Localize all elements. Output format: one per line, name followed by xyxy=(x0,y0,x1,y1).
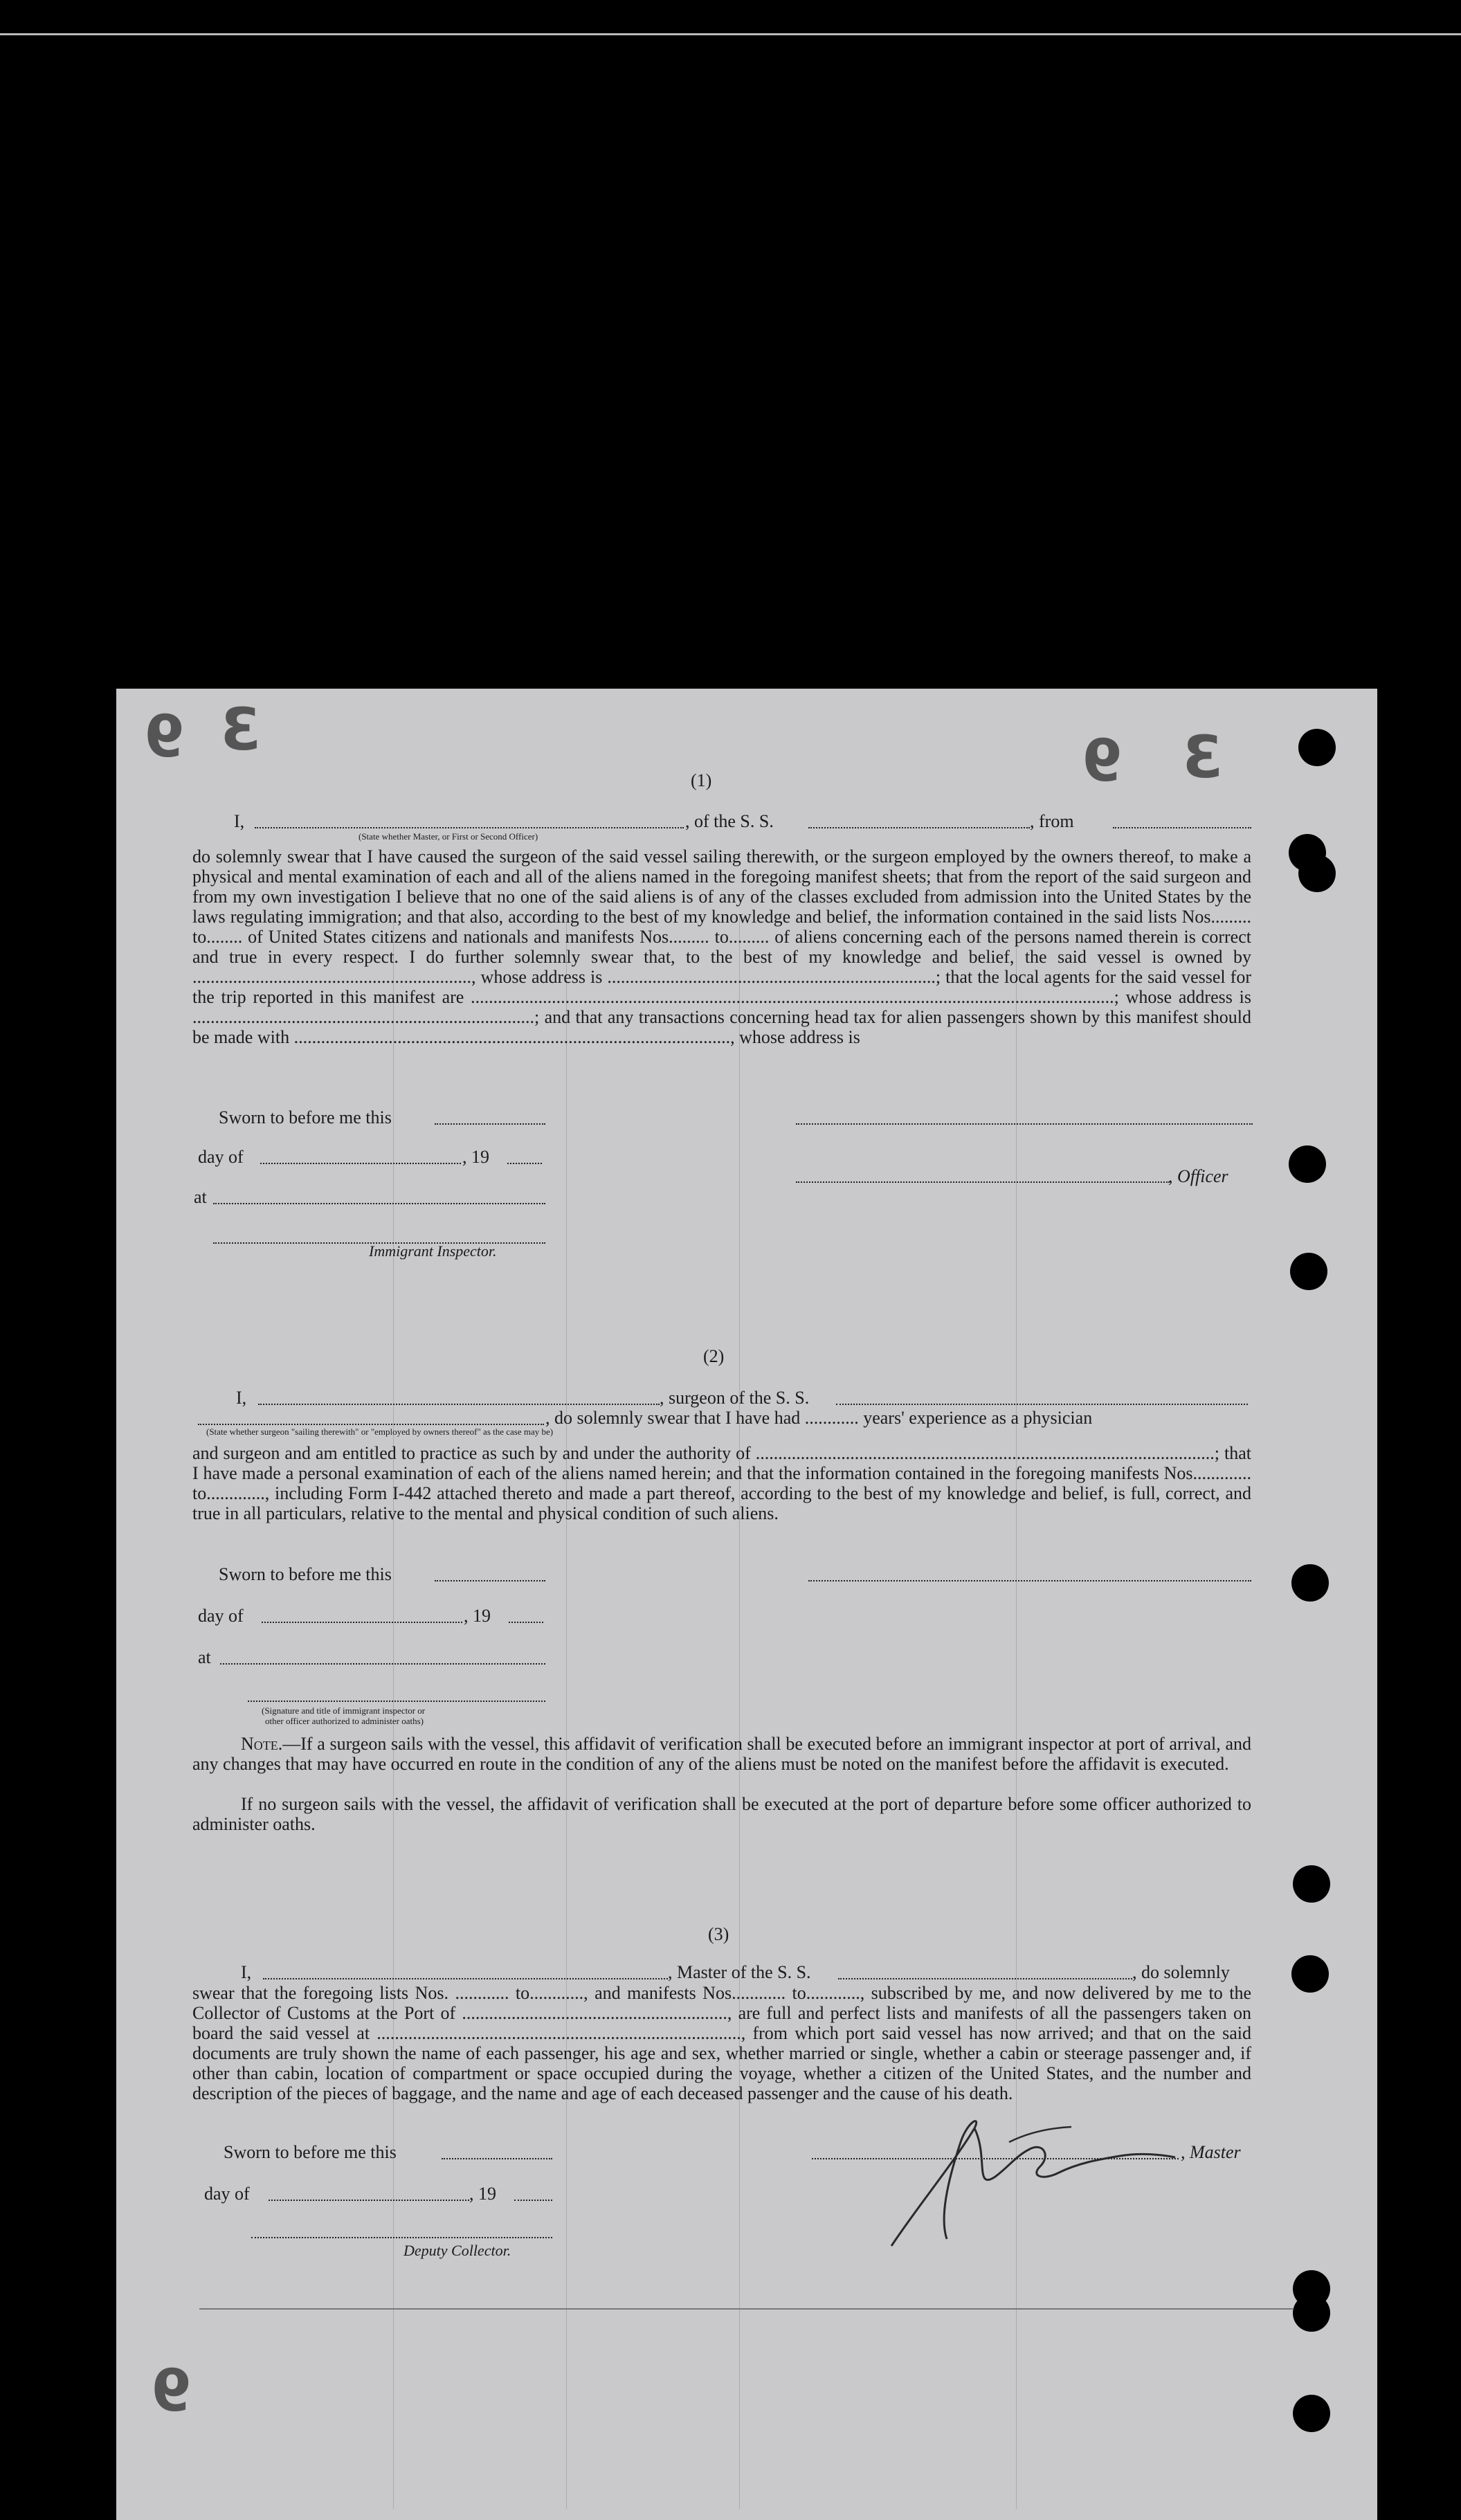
sec1-sworn: Sworn to before me this xyxy=(219,1107,392,1127)
blank-line xyxy=(255,827,684,828)
punch-hole xyxy=(1291,1955,1329,1993)
sec3-sworn: Sworn to before me this xyxy=(224,2142,397,2162)
sec1-i: I, xyxy=(234,811,245,831)
blank-line xyxy=(263,1978,668,1979)
punch-hole xyxy=(1293,2294,1330,2332)
sec2-note xyxy=(192,1734,1251,1774)
sec1-ss: , of the S. S. xyxy=(685,811,774,831)
handwritten-signature xyxy=(871,2101,1189,2274)
blank-line xyxy=(1113,827,1251,828)
blank-line xyxy=(514,2200,552,2201)
punch-hole xyxy=(1298,855,1336,892)
blank-line xyxy=(838,1978,1132,1979)
sec3-body: swear that the foregoing lists Nos. ............ to............, and manifests Nos............ to............, subscribed by me, and now delivered by me to the Collector of Customs at the Port of ..........................................................., are full and perfect lists and manifests of all the passengers taken on board the said vessel at ................................................................................., from which port said vessel has now arrived; and that on the said documents are truly shown the name of each passenger, his age and sex, whether married or single, whether a cabin or steerage passenger and, if other than cabin, location of compartment or space occupied during the voyage, whether a citizen of the United States, and the number and description of the pieces of baggage, and the name and age of each deceased passenger and the cause of his death. xyxy=(192,1983,1251,2103)
punch-hole xyxy=(1291,1564,1329,1602)
blank-line xyxy=(808,827,1030,828)
sec1-inspector: Immigrant Inspector. xyxy=(369,1242,497,1260)
blank-line xyxy=(509,1622,543,1623)
sec2-at: at xyxy=(198,1647,211,1667)
bottom-rule xyxy=(199,2308,1293,2310)
sec3-swear: , do solemnly xyxy=(1132,1962,1230,1982)
blank-line xyxy=(262,1622,462,1623)
blank-line xyxy=(442,2158,552,2159)
note-text: —If a surgeon sails with the vessel, this affidavit of verification shall be executed before an immigrant inspector at port of arrival, and any changes that may have occurred en route in the condition of any of the aliens must be noted on the manifest before the affidavit is executed. xyxy=(192,1734,1251,1774)
sec3-master: , Master of the S. S. xyxy=(668,1962,811,1982)
stamp-number: 9 xyxy=(151,2357,192,2424)
sec3-year: , 19 xyxy=(469,2184,496,2204)
ghost-column-line xyxy=(739,917,740,2509)
section-2-number: (2) xyxy=(703,1346,725,1366)
blank-line xyxy=(251,2237,552,2238)
blank-line xyxy=(220,1663,545,1665)
blank-line xyxy=(435,1580,545,1581)
sec3-day: day of xyxy=(204,2184,250,2204)
sec2-swear: , do solemnly swear that I have had ............ years' experience as a physician xyxy=(545,1408,1093,1428)
section-1-number: (1) xyxy=(691,770,712,790)
blank-line xyxy=(258,1404,660,1405)
punch-hole xyxy=(1290,1253,1327,1290)
sec2-sig-caption: other officer authorized to administer oaths) xyxy=(265,1716,424,1726)
sec2-sworn: Sworn to before me this xyxy=(219,1564,392,1584)
blank-line xyxy=(248,1701,545,1702)
blank-line xyxy=(507,1163,542,1164)
top-edge-line xyxy=(0,33,1461,35)
sec2-surgeon: , surgeon of the S. S. xyxy=(660,1388,810,1408)
sec1-at: at xyxy=(194,1187,207,1207)
blank-line xyxy=(836,1404,1248,1405)
ghost-column-line xyxy=(566,917,567,2509)
sec2-sig-caption: (Signature and title of immigrant inspector or xyxy=(262,1705,426,1716)
manifest-sheet xyxy=(116,689,1377,2520)
sec2-i: I, xyxy=(236,1388,247,1408)
sec2-note2: If no surgeon sails with the vessel, the affidavit of verification shall be executed at the port of departure before some officer authorized to administer oaths. xyxy=(192,1794,1251,1834)
sec1-body: do solemnly swear that I have caused the surgeon of the said vessel sailing therewith, or the surgeon employed by the owners thereof, to make a physical and mental examination of each and all of the aliens named in the foregoing manifest sheets; that from the report of the said surgeon and from my own investigation I believe that no one of the said aliens is of any of the classes excluded from admission into the United States by the laws regulating immigration; and that also, according to the best of my knowledge and belief, the information contained in the said lists Nos......... to........ of United States citizens and nationals and manifests Nos......... to......... of aliens concerning each of the persons named therein is correct and true in every respect. I do further solemnly swear that, to the best of my knowledge and belief, the said vessel is owned by .............................................................., whose address is .........................................................................; that the local agents for the said vessel for the trip reported in this manifest are ...............................................................................................................................................; whose address is ............................................................................; and that any transactions concerning head tax for alien passengers shown by this manifest should be made with ................................................................................................., whose address is xyxy=(192,846,1251,1047)
sec2-day: day of xyxy=(198,1606,244,1626)
sec2-body: and surgeon and am entitled to practice as such by and under the authority of ......................................................................................................; that I have made a personal examination of each of the aliens named herein; and that the information contained in the foregoing manifests Nos............. to............., including Form I-442 attached thereto and made a part thereof, according to the best of my knowledge and belief, is full, correct, and true in all particulars, relative to the mental and physical condition of such aliens. xyxy=(192,1443,1251,1523)
sec1-from: , from xyxy=(1030,811,1074,831)
section-3-number: (3) xyxy=(708,1924,729,1944)
punch-hole xyxy=(1293,2395,1330,2432)
blank-line xyxy=(198,1424,544,1425)
officer-signature-line xyxy=(796,1123,1253,1125)
blank-line xyxy=(269,2200,469,2201)
sec2-year: , 19 xyxy=(464,1606,491,1626)
punch-hole xyxy=(1289,1145,1326,1183)
officer-signature-line xyxy=(796,1181,1170,1183)
sec3-collector: Deputy Collector. xyxy=(403,2242,511,2259)
stamp-number: 3 xyxy=(1182,723,1223,791)
stamp-number: 9 xyxy=(144,702,185,770)
blank-line xyxy=(213,1203,545,1204)
sec1-day: day of xyxy=(198,1147,244,1167)
sec3-master-label: , Master xyxy=(1181,2142,1241,2162)
surgeon-signature-line xyxy=(808,1580,1251,1581)
note-label: Note. xyxy=(241,1734,283,1754)
punch-hole xyxy=(1298,729,1336,766)
sec1-caption: (State whether Master, or First or Second Officer) xyxy=(359,831,538,842)
sec3-i: I, xyxy=(241,1962,252,1982)
stamp-number: 9 xyxy=(1082,727,1123,795)
sec2-caption: (State whether surgeon "sailing therewith" or "employed by owners thereof" as the case may be) xyxy=(206,1426,554,1437)
sec1-officer: , Officer xyxy=(1168,1166,1228,1186)
punch-hole xyxy=(1293,1865,1330,1903)
blank-line xyxy=(435,1123,545,1125)
stamp-number: 3 xyxy=(220,696,261,763)
blank-line xyxy=(260,1163,461,1164)
sec1-year: , 19 xyxy=(462,1147,489,1167)
